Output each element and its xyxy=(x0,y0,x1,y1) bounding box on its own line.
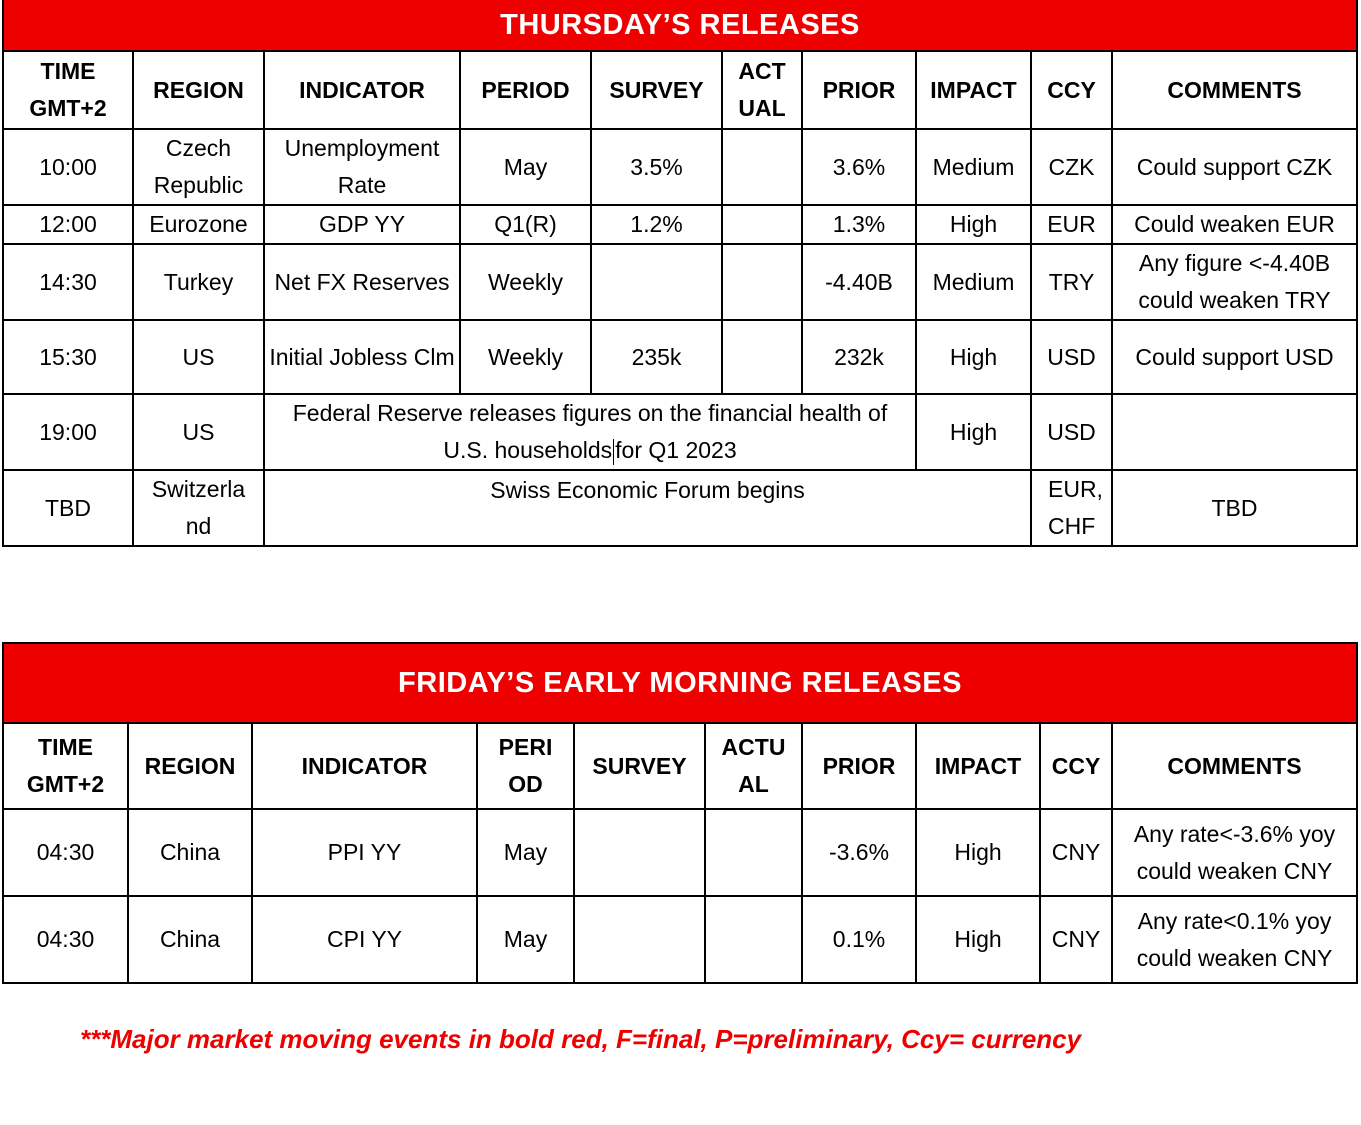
cell-impact: High xyxy=(916,896,1040,983)
header-indicator: INDICATOR xyxy=(252,723,477,809)
header-prior: PRIOR xyxy=(802,51,916,129)
cell-actual xyxy=(705,896,802,983)
header-impact: IMPACT xyxy=(916,723,1040,809)
cell-period: Q1(R) xyxy=(460,205,591,244)
cell-prior: 0.1% xyxy=(802,896,916,983)
cell-survey xyxy=(591,244,722,320)
cell-actual xyxy=(722,320,802,394)
header-time: TIME GMT+2 xyxy=(3,51,133,129)
cell-ccy: TRY xyxy=(1031,244,1112,320)
cell-ccy: CNY xyxy=(1040,809,1112,896)
cell-impact: High xyxy=(916,809,1040,896)
cell-ccy: CZK xyxy=(1031,129,1112,205)
cell-time: 04:30 xyxy=(3,896,128,983)
cell-survey xyxy=(574,896,705,983)
event-text-period: for Q1 2023 xyxy=(615,437,737,463)
cell-time: 12:00 xyxy=(3,205,133,244)
header-period: PERIOD xyxy=(477,723,574,809)
cell-time: 15:30 xyxy=(3,320,133,394)
cell-time: 10:00 xyxy=(3,129,133,205)
cell-comments: Any rate<0.1% yoy could weaken CNY xyxy=(1112,896,1357,983)
cell-comments: Could support CZK xyxy=(1112,129,1357,205)
header-prior: PRIOR xyxy=(802,723,916,809)
cell-period: Weekly xyxy=(460,320,591,394)
cell-impact: High xyxy=(916,394,1031,470)
cell-prior: -4.40B xyxy=(802,244,916,320)
cell-period: May xyxy=(477,809,574,896)
text-cursor-icon xyxy=(613,439,614,465)
cell-prior: 3.6% xyxy=(802,129,916,205)
cell-region: China xyxy=(128,809,252,896)
cell-prior: -3.6% xyxy=(802,809,916,896)
cell-region: Czech Republic xyxy=(133,129,264,205)
header-period: PERIOD xyxy=(460,51,591,129)
table-row xyxy=(3,320,1357,394)
header-comments: COMMENTS xyxy=(1112,51,1357,129)
cell-time: 04:30 xyxy=(3,809,128,896)
footnote: ***Major market moving events in bold red, F=final, P=preliminary, Ccy= currency xyxy=(80,1024,1082,1054)
cell-actual xyxy=(722,129,802,205)
cell-actual xyxy=(722,244,802,320)
cell-time: TBD xyxy=(3,470,133,546)
cell-prior: 232k xyxy=(802,320,916,394)
cell-survey: 3.5% xyxy=(591,129,722,205)
friday-title: FRIDAY’S EARLY MORNING RELEASES xyxy=(3,643,1357,723)
cell-actual xyxy=(705,809,802,896)
cell-time: 14:30 xyxy=(3,244,133,320)
cell-comments: Any figure <-4.40B could weaken TRY xyxy=(1112,244,1357,320)
cell-event-description: Swiss Economic Forum begins xyxy=(264,470,1031,546)
table-row xyxy=(3,129,1357,205)
cell-survey xyxy=(574,809,705,896)
cell-survey: 1.2% xyxy=(591,205,722,244)
cell-ccy: USD xyxy=(1031,320,1112,394)
cell-comments: TBD xyxy=(1112,470,1357,546)
cell-region: US xyxy=(133,394,264,470)
cell-indicator: CPI YY xyxy=(252,896,477,983)
header-region: REGION xyxy=(128,723,252,809)
cell-region: Switzerland xyxy=(133,470,264,546)
cell-indicator: GDP YY xyxy=(264,205,460,244)
header-actual: ACT UAL xyxy=(722,51,802,129)
cell-period: May xyxy=(477,896,574,983)
header-indicator: INDICATOR xyxy=(264,51,460,129)
header-ccy: CCY xyxy=(1040,723,1112,809)
cell-time: 19:00 xyxy=(3,394,133,470)
table-row xyxy=(3,809,1357,896)
cell-ccy: EUR xyxy=(1031,205,1112,244)
cell-ccy: EUR, CHF xyxy=(1031,470,1112,546)
cell-period: Weekly xyxy=(460,244,591,320)
table-row xyxy=(3,244,1357,320)
header-ccy: CCY xyxy=(1031,51,1112,129)
cell-comments: Any rate<-3.6% yoy could weaken CNY xyxy=(1112,809,1357,896)
cell-indicator: PPI YY xyxy=(252,809,477,896)
header-region: REGION xyxy=(133,51,264,129)
cell-region: Turkey xyxy=(133,244,264,320)
cell-actual xyxy=(722,205,802,244)
thursday-releases-table xyxy=(2,0,1358,547)
cell-region: Eurozone xyxy=(133,205,264,244)
cell-prior: 1.3% xyxy=(802,205,916,244)
header-survey: SURVEY xyxy=(591,51,722,129)
table-row xyxy=(3,394,1357,470)
cell-impact: High xyxy=(916,205,1031,244)
cell-comments: Could support USD xyxy=(1112,320,1357,394)
cell-survey: 235k xyxy=(591,320,722,394)
cell-event-description xyxy=(264,394,916,470)
friday-releases-table xyxy=(2,642,1358,984)
cell-indicator: Net FX Reserves xyxy=(264,244,460,320)
cell-ccy: USD xyxy=(1031,394,1112,470)
cell-comments xyxy=(1112,394,1357,470)
cell-region: China xyxy=(128,896,252,983)
cell-impact: High xyxy=(916,320,1031,394)
cell-ccy: CNY xyxy=(1040,896,1112,983)
event-text-main: Federal Reserve releases figures on the financial health of U.S. households xyxy=(292,400,888,463)
header-survey: SURVEY xyxy=(574,723,705,809)
cell-region: US xyxy=(133,320,264,394)
table-row xyxy=(3,896,1357,983)
cell-indicator: Initial Jobless Clm xyxy=(264,320,460,394)
header-impact: IMPACT xyxy=(916,51,1031,129)
cell-period: May xyxy=(460,129,591,205)
cell-impact: Medium xyxy=(916,129,1031,205)
header-comments: COMMENTS xyxy=(1112,723,1357,809)
thursday-title: THURSDAY’S RELEASES xyxy=(3,0,1357,51)
cell-indicator: Unemployment Rate xyxy=(264,129,460,205)
header-actual: ACTU AL xyxy=(705,723,802,809)
cell-impact: Medium xyxy=(916,244,1031,320)
cell-comments: Could weaken EUR xyxy=(1112,205,1357,244)
header-time: TIME GMT+2 xyxy=(3,723,128,809)
table-row xyxy=(3,470,1357,546)
table-row xyxy=(3,205,1357,244)
